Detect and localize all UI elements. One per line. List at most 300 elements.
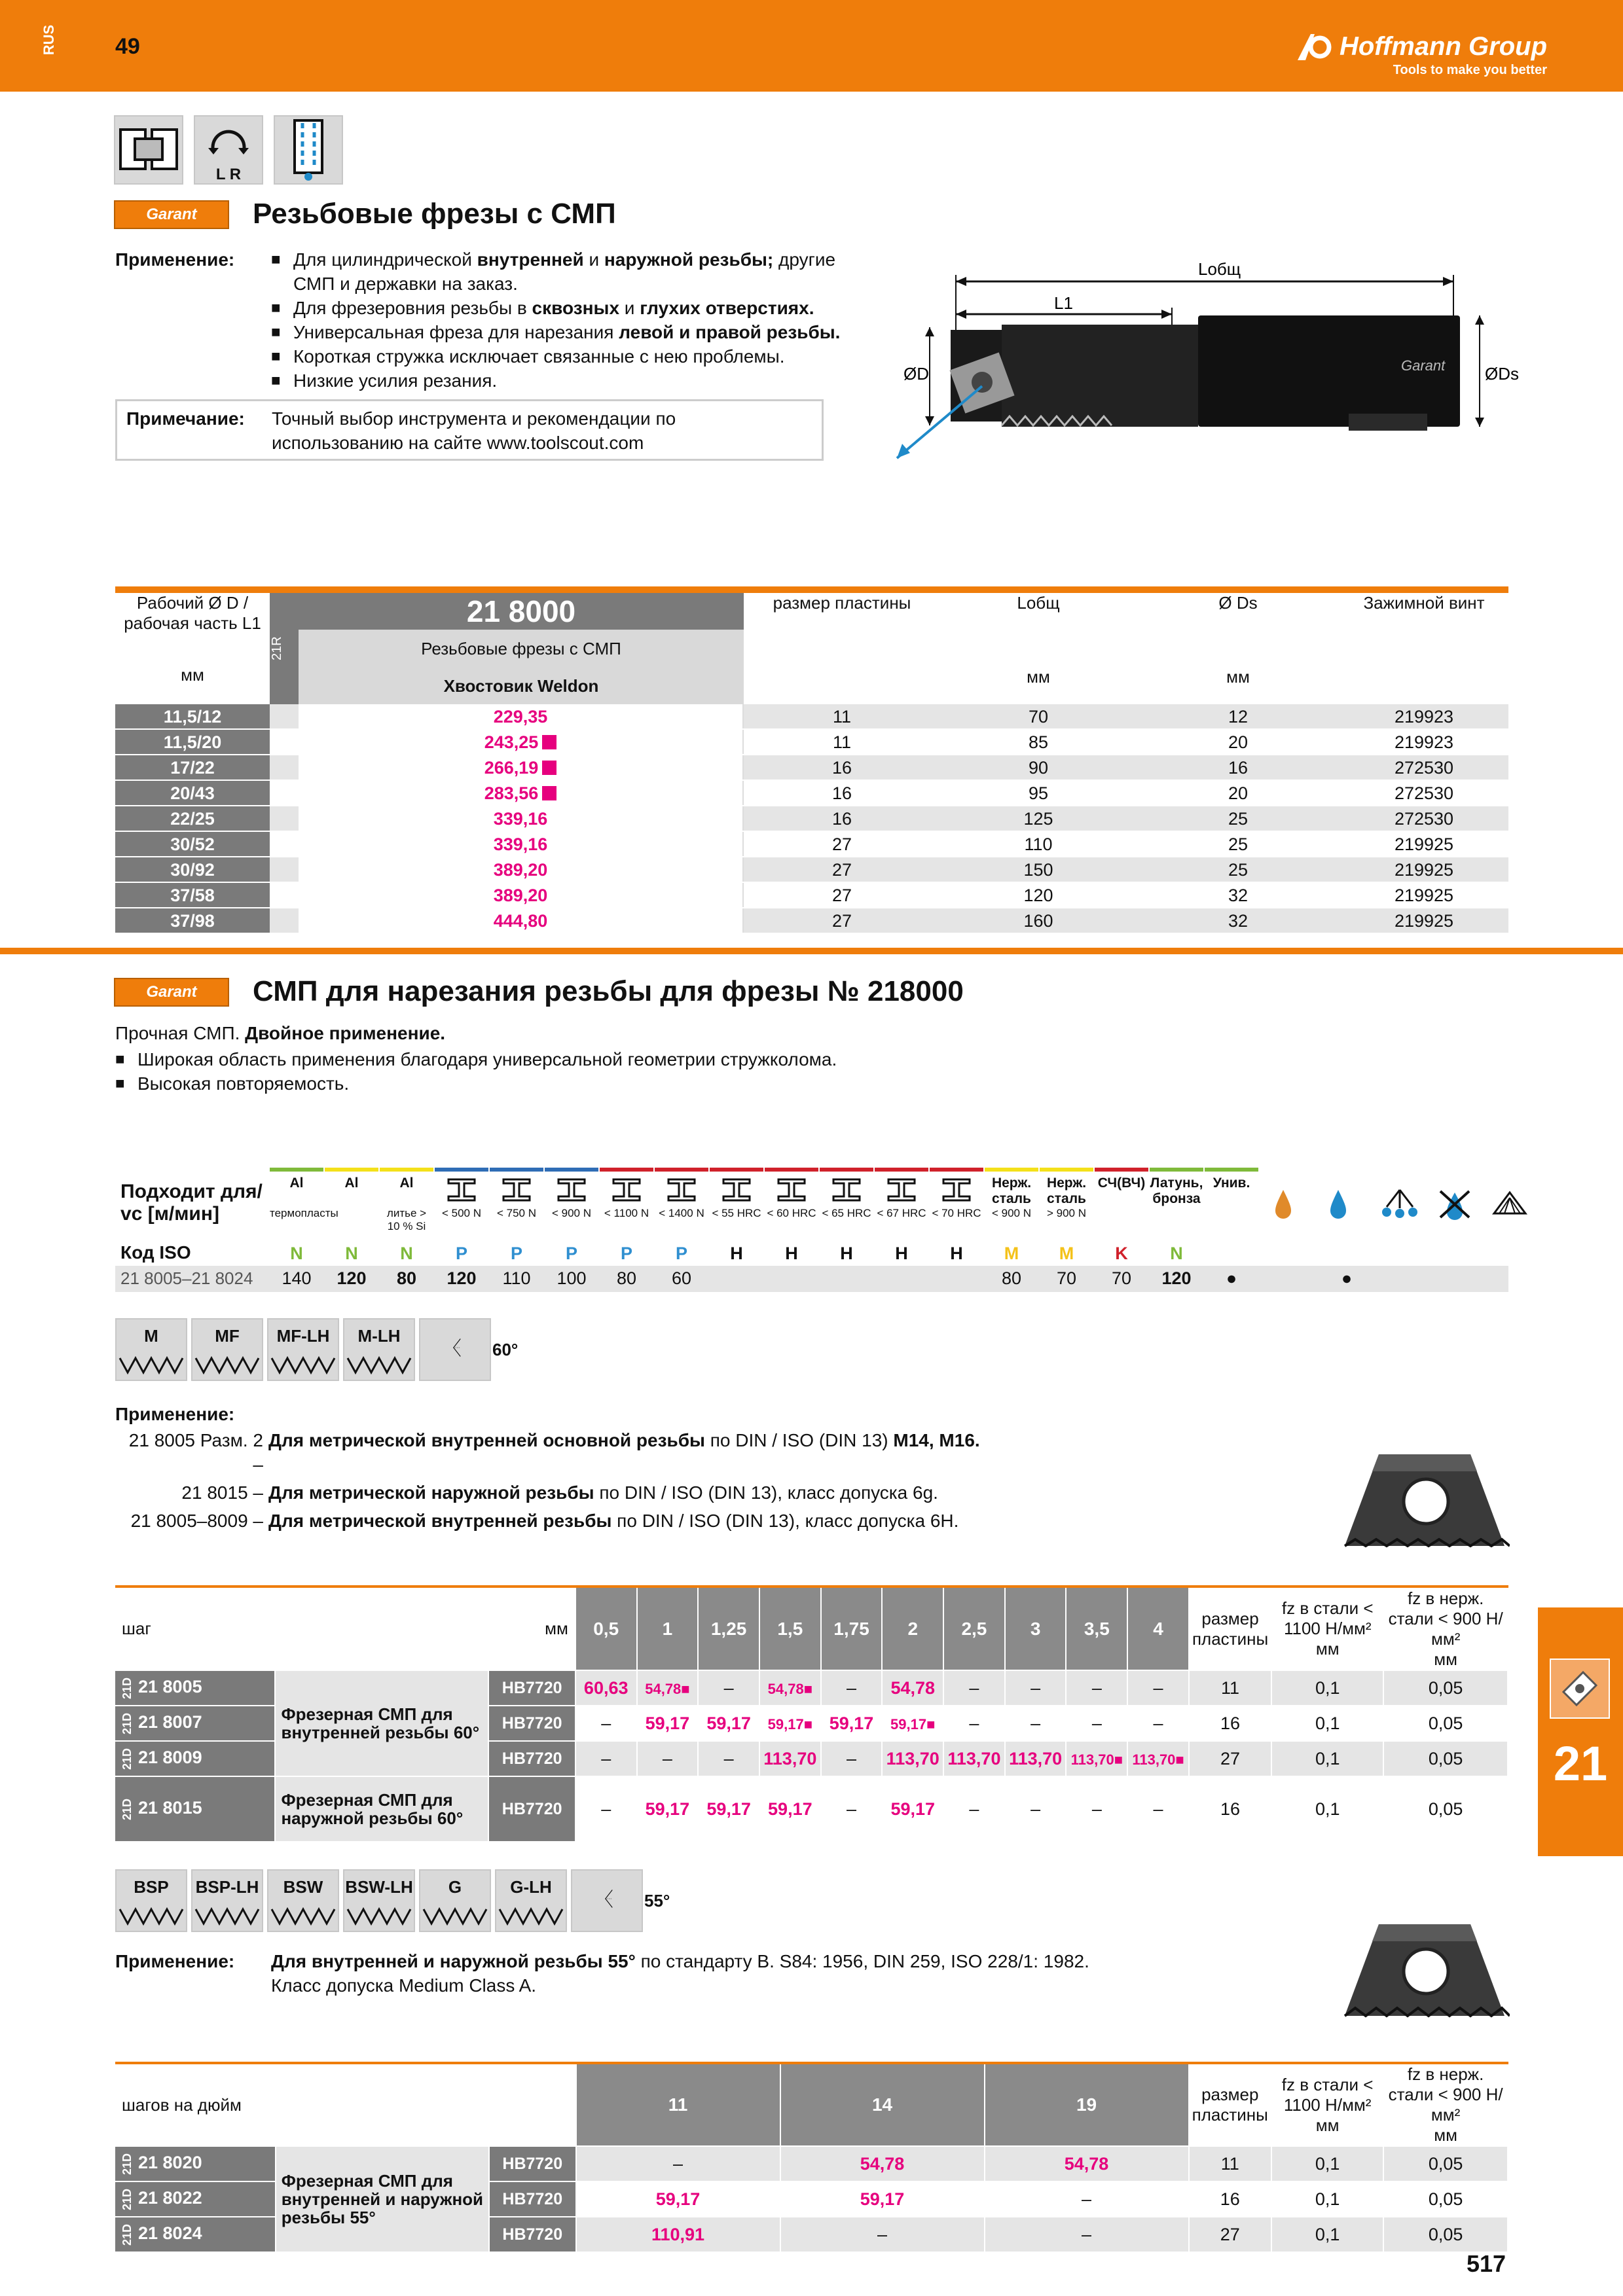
L-total-label: Lобщ [1198,262,1241,279]
col-L: Lобщ мм [1017,593,1060,687]
plate-cell: 11 [1189,1670,1271,1706]
material-sub: < 1400 N [659,1207,704,1219]
price-value: 54,78 [1064,2153,1109,2174]
price-cell[interactable] [943,1741,1005,1776]
price-cell[interactable] [575,1741,637,1776]
price-cell[interactable] [821,1706,883,1741]
cell-price[interactable] [299,883,744,907]
iso-code: P [620,1244,632,1263]
material-sub: < 60 HRC [767,1207,816,1219]
iso-code: N [1170,1244,1183,1263]
iso-code: N [345,1244,358,1263]
thread-zigzag-icon [270,1355,336,1380]
tool-mark: Garant [1401,357,1446,374]
price-value: – [1091,1799,1102,1819]
vc-value: 100 [556,1268,587,1288]
price-value: 59,17 [829,1713,874,1733]
price-cell[interactable] [1005,1776,1067,1842]
material-column [875,1168,928,1292]
col-fz-inox: fz в нерж. стали < 900 Н/мм² мм [1383,2064,1508,2146]
col-tpi: шагов на дюйм [115,2064,576,2146]
grade-cell: HB7720 [489,2181,576,2217]
material-sub: термопласты [270,1207,338,1219]
table-row [115,806,1508,832]
iso-code: H [840,1244,853,1263]
thread-profile-label: M [144,1326,158,1346]
section-title-2: СМП для нарезания резьбы для фрезы № 218000 [253,975,964,1007]
water-drop-icon [1325,1187,1351,1223]
application-text-3: Для внутренней и наружной резьбы 55° по стандарту B. S84: 1956, DIN 259, ISO 228/1: 1982. Класс допуска Medium Class A. [271,1951,1089,1996]
pitch-header: 3 [1005,1588,1067,1670]
cell-price[interactable] [299,704,744,728]
coolant-column [1265,1168,1319,1292]
price-value: 59,17■ [890,1715,936,1732]
price-value: – [1082,2224,1092,2244]
material-name: Al [289,1175,304,1191]
garant-badge-2 [114,978,229,1007]
price-value: 54,78■ [645,1680,690,1697]
table-row [115,704,1508,730]
fz-inox-cell: 0,05 [1383,1776,1508,1842]
cell-price[interactable] [299,908,744,933]
cell-price[interactable] [299,832,744,856]
thread-profile-m-lh [343,1318,415,1381]
tpi-header: 11 [576,2064,780,2146]
material-column [1040,1168,1093,1292]
thread-zigzag-icon [194,1907,260,1931]
price-value: – [969,1713,979,1733]
cell-price[interactable] [299,806,744,831]
code-number: 21 8007 [138,1712,202,1732]
material-sub: < 67 HRC [877,1207,926,1219]
price-cell[interactable] [985,2146,1189,2181]
price-value: 389,20 [493,886,548,905]
cell-screw: 219923 [1394,707,1454,726]
code-number: 21 8015 [138,1798,202,1818]
price-cell[interactable] [780,2217,985,2252]
price-cell[interactable] [576,2146,780,2181]
price-value: – [1091,1677,1102,1698]
application-label-3: Применение: [115,1951,235,1971]
price-cell[interactable] [698,1706,759,1741]
price-cell[interactable] [882,1670,943,1706]
row-description: Фрезерная СМП для наружной резьбы 60° [275,1776,488,1842]
price-cell[interactable] [637,1741,699,1776]
price-cell[interactable] [576,2181,780,2217]
price-cell[interactable] [882,1776,943,1842]
cell-spacer [270,806,299,831]
material-column [270,1168,338,1292]
thread-angle-label: 55° [644,1890,670,1910]
application-lines [115,1428,1097,1533]
price-cell[interactable] [1127,1741,1189,1776]
order-code [115,1706,275,1741]
cell-screw: 219925 [1394,834,1454,854]
fz-steel-cell: 0,1 [1271,1670,1383,1706]
product-table-1 [115,593,1508,934]
header-page-number: 49 [115,34,140,59]
application-label: Применение: [115,249,235,270]
cell-screw: 272530 [1394,783,1454,803]
fz-inox-cell: 0,05 [1383,1670,1508,1706]
material-column [600,1168,653,1292]
coolant-column [1430,1168,1484,1292]
material-color-bar [985,1168,1038,1172]
material-column [490,1168,543,1292]
cell-price[interactable] [299,755,744,780]
iso-code: N [400,1244,413,1263]
code-tag: 21D [120,1712,134,1734]
price-cell[interactable] [821,1670,883,1706]
col-Ds: Ø Ds мм [1218,593,1258,687]
material-color-bar [545,1168,598,1172]
order-code [115,2181,276,2217]
price-cell[interactable] [759,1706,821,1741]
price-value: – [847,1677,857,1698]
code-tag: 21D [120,1798,134,1820]
coolant-column [1320,1168,1374,1292]
milling-cutter-drawing [890,262,1519,471]
section-title: Резьбовые фрезы с СМП [253,198,616,230]
thread-profile-mf-lh [267,1318,339,1381]
fz-steel-cell: 0,1 [1271,2181,1383,2217]
application-label-2: Применение: [115,1404,235,1424]
cell-spacer [270,704,299,728]
price-value: 59,17 [768,1799,812,1819]
tpi-header: 19 [985,2064,1189,2146]
thread-zigzag-icon [194,1355,260,1380]
cell-plate: 27 [831,911,852,931]
table-top-rule [115,586,1508,593]
cell-plate: 16 [831,809,852,829]
price-value: 113,70■ [1070,1751,1123,1768]
insert-chapter-icon [1550,1659,1610,1719]
price-cell[interactable] [1005,1706,1067,1741]
price-cell[interactable] [637,1706,699,1741]
price-value: 389,20 [493,860,548,880]
cell-price[interactable] [299,857,744,882]
table-header [115,593,1508,704]
table-row [115,1776,1508,1842]
cell-work-dim: 11,5/12 [115,704,270,728]
grade-cell: HB7720 [488,1670,575,1706]
thread-profile-bsw-lh [343,1869,415,1932]
thread-zigzag-icon [119,1355,184,1380]
oil-drop-icon [1270,1187,1296,1223]
price-cell[interactable] [575,1776,637,1842]
cell-L: 85 [1028,732,1049,752]
pitch-header: 0,5 [575,1588,637,1670]
cell-L: 70 [1028,707,1049,726]
thread-profile-bsp [115,1869,187,1932]
iso-code: P [510,1244,522,1263]
cell-L: 95 [1028,783,1049,803]
price-cell[interactable] [985,2181,1189,2217]
col-fz-steel: fz в стали < 1100 Н/мм² мм [1271,1588,1383,1670]
price-cell[interactable] [1005,1741,1067,1776]
price-cell[interactable] [698,1776,759,1842]
thread-profiles-metric [115,1318,519,1381]
cell-L: 160 [1023,911,1053,931]
price-value: – [1153,1713,1163,1733]
material-sub: < 900 N [551,1207,591,1219]
brand-logo[interactable] [1291,30,1547,63]
price-cell[interactable] [575,1706,637,1741]
price-value: 59,17 [655,2189,701,2209]
iso-code: M [1059,1244,1074,1263]
material-column [380,1168,433,1292]
thread-profile-bsp-lh [191,1869,263,1932]
material-color-bar [325,1168,378,1172]
row-description: Фрезерная СМП для внутренней и наружной резьбы 55° [276,2146,489,2252]
material-column [1205,1168,1258,1292]
coolant-column [1485,1168,1539,1292]
rotation-LR-icon [194,115,263,185]
thread-profiles-whitworth [115,1869,670,1932]
chapter-tab[interactable] [1538,1607,1623,1856]
material-column [765,1168,818,1292]
material-name: Al [344,1175,359,1191]
price-cell[interactable] [821,1776,883,1842]
page-number: 517 [1467,2250,1506,2277]
cell-Ds: 25 [1228,860,1249,880]
fz-steel-cell: 0,1 [1271,1706,1383,1741]
material-color-bar [1040,1168,1093,1172]
price-value: – [1082,2189,1092,2209]
price-cell[interactable] [943,1706,1005,1741]
code-number: 21 8009 [138,1748,202,1768]
price-cell[interactable] [637,1670,699,1706]
material-color-bar [380,1168,433,1172]
price-value: 110,91 [651,2224,705,2244]
code-tag: 21D [120,1748,134,1770]
price-value: – [1153,1799,1163,1819]
price-value: 283,56 [484,783,539,803]
thread-profile-label: BSW-LH [345,1877,413,1897]
col-unit: мм [488,1588,575,1670]
thread-profile-label: BSP-LH [195,1877,259,1897]
bullet-item: ■ Для цилиндрической внутренней и наружной резьбы; другие СМП и державки на заказ. [271,247,873,296]
iso-code: P [565,1244,577,1263]
price-cell[interactable] [759,1670,821,1706]
price-cell[interactable] [1127,1670,1189,1706]
price-cell[interactable] [759,1776,821,1842]
dry-icon [1435,1187,1474,1223]
cell-screw: 219925 [1394,911,1454,931]
col-plate: размер пластины [1189,2064,1271,2146]
price-value: 59,17 [645,1799,690,1819]
col-work: Рабочий Ø D / рабочая часть L1 мм [124,593,261,685]
material-sub: < 55 HRC [712,1207,761,1219]
price-value: 54,78■ [767,1680,812,1697]
price-cell[interactable] [698,1670,759,1706]
price-value: 59,17 [890,1799,936,1819]
table-row [115,1670,1508,1706]
price-value: – [1030,1713,1041,1733]
table-row [115,832,1508,857]
material-sub: < 900 N [991,1207,1031,1219]
thread-profile-g-lh [495,1869,567,1932]
thread-profile-label: G-LH [510,1877,552,1897]
iso-code: K [1115,1244,1128,1263]
price-cell[interactable] [698,1741,759,1776]
badge-text: Garant [146,206,197,223]
price-cell[interactable] [759,1741,821,1776]
cell-price[interactable] [299,781,744,805]
col-plate: размер пластины [773,593,911,613]
order-code [115,1670,275,1706]
order-code [115,1741,275,1776]
bullet-item: ■ Для фрезеровния резьбы в сквозных и глухих отверстиях. [271,296,873,320]
code-number: 21 8024 [138,2223,202,2244]
price-cell[interactable] [821,1741,883,1776]
Ds-label: ØDs [1485,364,1519,384]
code-number: 21 8020 [138,2153,202,2173]
app-line: 21 8005–8009 – Для метрической внутренней резьбы по DIN / ISO (DIN 13), класс допуска 6H. [130,1511,959,1531]
iso-code: H [950,1244,963,1263]
price-cell[interactable] [1066,1670,1127,1706]
price-cell[interactable] [943,1670,1005,1706]
price-cell[interactable] [1066,1776,1127,1842]
vc-value: 70 [1056,1268,1077,1288]
fz-steel-cell: 0,1 [1271,2146,1383,2181]
cell-spacer [270,857,299,882]
iso-code: H [895,1244,908,1263]
thread-angle-icon [424,1338,490,1362]
price-cell[interactable] [1066,1706,1127,1741]
material-column [985,1168,1038,1292]
vc-value: 80 [616,1268,637,1288]
cell-screw: 219925 [1394,860,1454,880]
cell-spacer [270,908,299,933]
cell-price[interactable] [299,730,744,754]
note-label: Примечание: [126,408,245,429]
cell-Ds: 20 [1228,732,1249,752]
table-row [115,883,1508,908]
price-value: 113,70 [947,1748,1001,1768]
thread-profile-label: MF [215,1326,240,1346]
price-cell[interactable] [1066,1741,1127,1776]
price-value: 54,78 [860,2153,905,2174]
table-row [115,908,1508,934]
price-value: 339,16 [493,834,548,854]
price-value: 243,25 [484,732,539,752]
price-cell[interactable] [882,1741,943,1776]
thread-profile-label: MF-LH [276,1326,330,1346]
badge-text: Garant [146,983,197,1001]
price-value: 113,70 [1009,1748,1063,1768]
price-value: 59,17 [706,1713,751,1733]
price-cell[interactable] [780,2146,985,2181]
price-value: – [723,1748,734,1768]
grade-cell: HB7720 [488,1776,575,1842]
thread-angle-icon [576,1889,642,1913]
metric-insert-table [115,1588,1508,1842]
coolant-value: ● [1341,1268,1353,1288]
cell-Ds: 25 [1228,809,1249,829]
price-value: – [847,1748,857,1768]
price-value: 229,35 [493,707,548,726]
note-box [115,399,824,461]
fz-inox-cell: 0,05 [1383,2181,1508,2217]
price-value: 54,78 [890,1677,936,1698]
price-cell[interactable] [1005,1670,1067,1706]
price-value: – [1030,1799,1041,1819]
steel-beam-icon [830,1177,863,1206]
thread-profile-label: M-LH [357,1326,401,1346]
cell-spacer [270,730,299,754]
thread-profile-bsw [267,1869,339,1932]
grade-cell: HB7720 [489,2217,576,2252]
material-column [1150,1168,1203,1292]
price-value: – [1091,1713,1102,1733]
material-column [710,1168,763,1292]
coolant-column [1375,1168,1429,1292]
price-cell[interactable] [576,2217,780,2252]
cell-plate: 27 [831,860,852,880]
steel-beam-icon [665,1177,698,1206]
price-value: – [673,2153,684,2174]
cell-plate: 16 [831,758,852,778]
price-cell[interactable] [637,1776,699,1842]
pitch-header: 3,5 [1066,1588,1127,1670]
price-cell[interactable] [575,1670,637,1706]
code-number: 21 8005 [138,1677,202,1697]
material-column [930,1168,983,1292]
price-cell[interactable] [1127,1776,1189,1842]
material-sub: < 500 N [441,1207,481,1219]
price-value: 339,16 [493,809,548,829]
L1-label: L1 [1054,293,1073,313]
language-tag: RUS [41,24,58,56]
fz-inox-cell: 0,05 [1383,2146,1508,2181]
row-description: Фрезерная СМП для внутренней резьбы 60° [275,1670,488,1776]
material-color-bar [435,1168,488,1172]
table-row [115,857,1508,883]
cell-plate: 11 [832,732,852,752]
cell-screw: 219923 [1394,732,1454,752]
thread-zigzag-icon [346,1355,412,1380]
cell-work-dim: 37/58 [115,883,270,907]
material-color-bar [875,1168,928,1172]
plate-cell: 16 [1189,1706,1271,1741]
cell-plate: 11 [832,707,852,726]
price-cell[interactable] [985,2217,1189,2252]
plate-cell: 16 [1189,1776,1271,1842]
price-cell[interactable] [943,1776,1005,1842]
garant-badge [114,200,229,229]
vc-value: 120 [1161,1268,1192,1288]
thread-zigzag-icon [422,1907,488,1931]
price-value: – [877,2224,888,2244]
price-cell[interactable] [882,1706,943,1741]
iso-code: M [1004,1244,1019,1263]
price-cell[interactable] [780,2181,985,2217]
price-cell[interactable] [1127,1706,1189,1741]
material-color-bar [765,1168,818,1172]
fz-inox-cell: 0,05 [1383,2217,1508,2252]
thread-zigzag-icon [119,1907,184,1931]
vc-value: ● [1226,1268,1237,1288]
material-column [325,1168,378,1292]
col-screw: Зажимной винт [1363,593,1485,613]
col-fz-inox: fz в нерж. стали < 900 Н/мм² мм [1383,1588,1508,1670]
cell-Ds: 16 [1228,758,1249,778]
steel-beam-icon [500,1177,533,1206]
price-value: 113,70■ [1132,1751,1184,1768]
material-name: Нерж. сталь [991,1175,1032,1206]
cell-plate: 27 [831,886,852,905]
